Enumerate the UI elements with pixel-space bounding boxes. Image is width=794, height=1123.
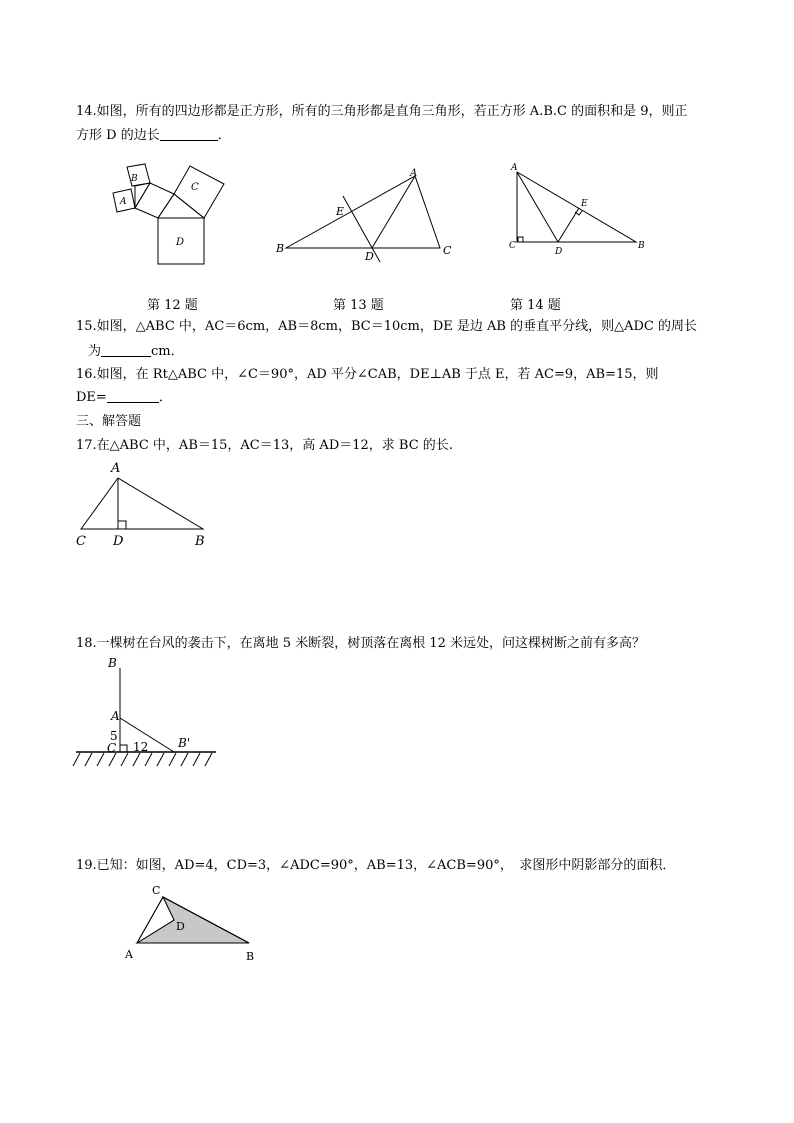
fig14-triangle xyxy=(517,172,636,242)
fig17-label-b: B xyxy=(195,534,205,549)
q16-text-line2 xyxy=(76,389,172,407)
fig18-label-c: C xyxy=(107,741,117,755)
fig14-label-c: C xyxy=(509,241,516,251)
q15-text-prefix: 为 xyxy=(88,344,102,359)
fig12-label-c: C xyxy=(191,182,199,193)
fig19-label-a: A xyxy=(125,948,133,961)
q14-text-suffix: ． xyxy=(217,128,231,143)
fig14-right-angle-c xyxy=(518,237,523,242)
fig18-label-12: 12 xyxy=(133,740,149,754)
q16-text-line1: 16.如图，在 Rt△ABC 中，∠C＝90°，AD 平分∠CAB，DE⊥AB 于点 E，若 AC=9，AB=15，则 xyxy=(76,367,659,382)
fig12-label-b: B xyxy=(131,174,138,184)
q19-text: 19.已知：如图，AD=4，CD=3，∠ADC=90°，AB=13，∠ACB=90°， 求图形中阴影部分的面积． xyxy=(76,858,676,873)
q14-text-prefix: 方形 D 的边长 xyxy=(76,128,160,143)
fig18-right-angle xyxy=(120,745,127,752)
q16-text-prefix: DE= xyxy=(76,390,107,405)
fig14-right-angle-e xyxy=(575,211,582,215)
fig13-label-a: A xyxy=(410,168,418,179)
fig18-ground-hatching xyxy=(73,753,212,766)
fig18-label-5: 5 xyxy=(110,729,118,743)
q18-text: 18.一棵树在台风的袭击下，在离地 5 米断裂，树顶落在离根 12 米远处，问这棵树断之前有多高？ xyxy=(76,636,646,651)
fig12-square-c xyxy=(174,166,224,218)
fig14-label-e: E xyxy=(581,199,588,209)
caption-fig12: 第 12 题 xyxy=(147,298,198,313)
fig13-triangle xyxy=(286,176,440,248)
fig14-segment-ad xyxy=(517,172,558,242)
fig13-label-e: E xyxy=(336,205,345,218)
fig18-label-bprime: B' xyxy=(178,736,191,750)
fig12-diagram xyxy=(113,164,224,264)
fig17-label-a: A xyxy=(111,461,121,476)
fig14-label-a: A xyxy=(511,163,518,173)
fig17-right-angle xyxy=(118,521,126,529)
caption-fig13: 第 13 题 xyxy=(333,298,384,313)
fig17-label-d: D xyxy=(113,534,124,549)
q17-text: 17.在△ABC 中，AB＝15，AC＝13，高 AD＝12，求 BC 的长. xyxy=(76,438,453,453)
fig19-label-b: B xyxy=(246,950,255,963)
fig18-label-a: A xyxy=(111,709,120,723)
q16-answer-blank[interactable] xyxy=(107,389,159,403)
fig12-label-d: D xyxy=(176,237,185,248)
fig13-label-c: C xyxy=(443,244,452,257)
q14-text-line1: 14.如图，所有的四边形都是正方形，所有的三角形都是直角三角形，若正方形 A.B.C 的面积和是 9，则正 xyxy=(76,104,688,119)
q15-text-line1: 15.如图，△ABC 中，AC＝6cm，AB＝8cm，BC＝10cm，DE 是边 AB 的垂直平分线，则△ADC 的周长 xyxy=(76,319,697,334)
caption-fig14: 第 14 题 xyxy=(510,298,561,313)
fig13-label-b: B xyxy=(276,242,285,255)
q15-answer-blank[interactable] xyxy=(101,343,151,357)
fig17-label-c: C xyxy=(76,534,86,549)
fig13-label-d: D xyxy=(365,250,374,263)
fig13-diagram xyxy=(286,176,440,262)
fig17-diagram xyxy=(81,478,203,529)
fig14-label-d: D xyxy=(555,247,563,257)
fig12-label-a: A xyxy=(120,197,127,207)
q15-text-line2 xyxy=(88,343,184,361)
fig14-label-b: B xyxy=(638,241,645,251)
fig19-label-c: C xyxy=(152,884,161,897)
fig12-small-triangle xyxy=(135,183,150,208)
fig18-label-b: B xyxy=(108,656,117,670)
fig17-triangle xyxy=(81,478,203,529)
section-heading: 三、解答题 xyxy=(76,414,142,429)
q15-text-suffix: cm． xyxy=(151,344,184,359)
fig13-segment-ad xyxy=(372,176,415,248)
fig12-square-ab-base xyxy=(135,183,174,218)
q16-text-suffix: ． xyxy=(158,390,172,405)
fig19-label-d: D xyxy=(176,920,185,933)
fig14-diagram xyxy=(517,172,636,242)
fig12-triangle-main xyxy=(158,194,204,218)
fig19-diagram xyxy=(137,897,249,943)
